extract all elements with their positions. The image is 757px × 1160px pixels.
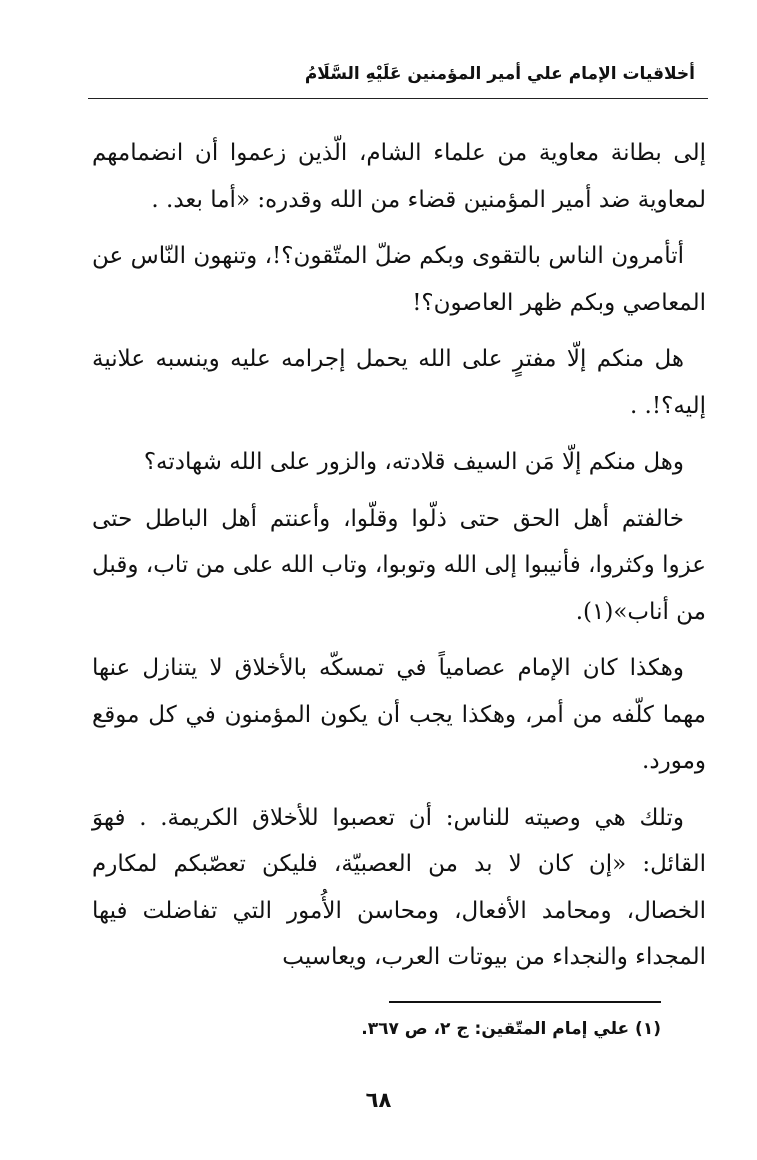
page-number: ٦٨ — [365, 1088, 392, 1112]
paragraph-1: إلى بطانة معاوية من علماء الشام، الّذين زعموا أن انضمامهم لمعاوية ضد أمير المؤمنين قضاء من الله وقدره: «أما بعد. . — [92, 140, 706, 213]
footnote: (١) علي إمام المتّقين: ج ٢، ص ٣٦٧. — [361, 1019, 661, 1039]
footnote-rule — [389, 1001, 661, 1003]
paragraph-3: هل منكم إلّا مفترٍ على الله يحمل إجرامه عليه وينسبه علانية إليه؟!. . — [92, 346, 706, 419]
header-rule — [88, 98, 708, 99]
paragraph-6: وهكذا كان الإمام عصامياً في تمسكّه بالأخلاق لا يتنازل عنها مهما كلّفه من أمر، وهكذا يجب أن يكون المؤمنون في كل موقع ومورد. — [92, 655, 706, 774]
paragraph-4: وهل منكم إلّا مَن السيف قلادته، والزور على الله شهادته؟ — [143, 449, 684, 475]
running-header: أخلاقيات الإمام علي أمير المؤمنين عَلَيْهِ السَّلَامُ — [304, 64, 695, 84]
paragraph-5: خالفتم أهل الحق حتى ذلّوا وقلّوا، وأعنتم أهل الباطل حتى عزوا وكثروا، فأنيبوا إلى الله وتوبوا، وتاب الله على من تاب، وقبل من أناب»(١). — [92, 505, 706, 625]
body-text — [92, 130, 706, 991]
paragraph-7: وتلك هي وصيته للناس: أن تعصبوا للأخلاق الكريمة. . فهوَ القائل: «إن كان لا بد من العصبيّة، فليكن تعصّبكم لمكارم الخصال، ومحامد الأفعال، ومحاسن الأُمور التي تفاضلت فيها المجداء والنجداء من بيوتات العرب، ويعاسيب — [92, 804, 706, 970]
paragraph-2: أتأمرون الناس بالتقوى وبكم ضلّ المتّقون؟!، وتنهون النّاس عن المعاصي وبكم ظهر العاصون؟! — [92, 243, 706, 316]
